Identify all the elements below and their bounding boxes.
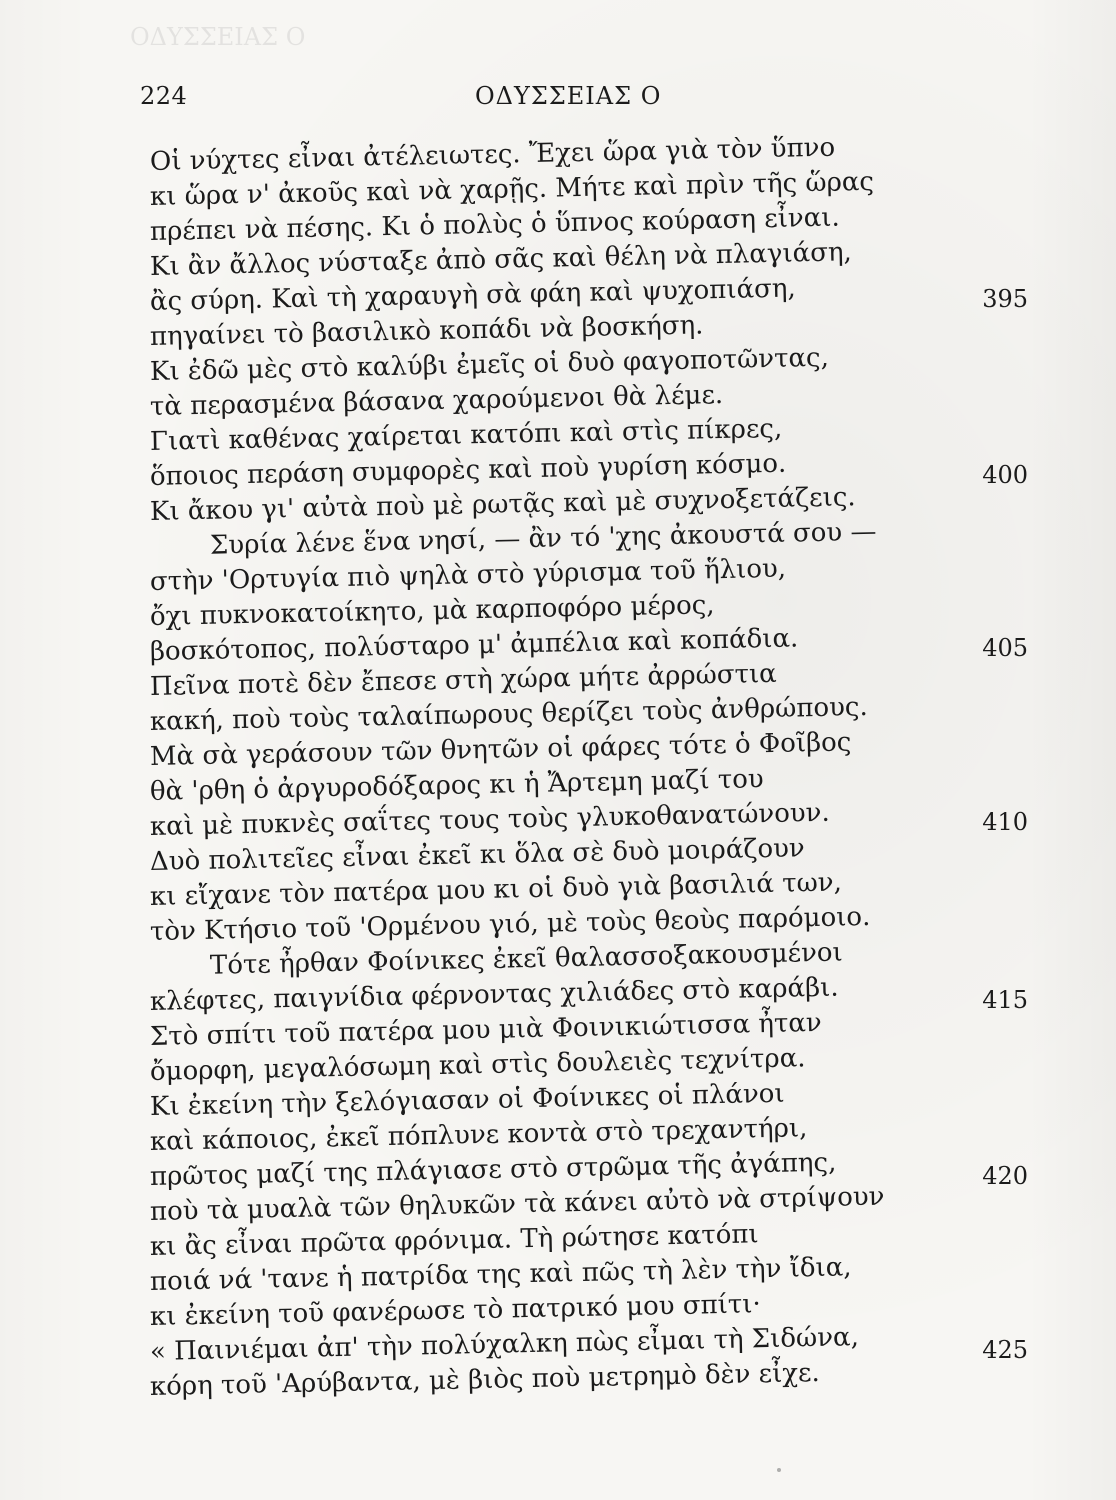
line-number-425: 425 <box>982 1336 1028 1364</box>
verse-line: Κι ἄκου γι' αὐτὰ ποὺ μὲ ρωτᾷς καὶ μὲ συχνοξετάζεις. <box>149 482 856 527</box>
verse-line: κακή, ποὺ τοὺς ταλαίπωρους θερίζει τοὺς ἀνθρώπους. <box>149 691 868 737</box>
verse-line: καὶ κάποιος, ἐκεῖ πόπλυνε κοντὰ στὸ τρεχαντήρι, <box>149 1113 808 1157</box>
verse-line: πηγαίνει τὸ βασιλικὸ κοπάδι νὰ βοσκήση. <box>149 310 704 352</box>
line-number-420: 420 <box>982 1162 1028 1190</box>
verse-line: Κι ἂν ἄλλος νύσταξε ἀπὸ σᾶς καὶ θέλη νὰ πλαγιάση, <box>149 237 853 282</box>
line-number-415: 415 <box>982 986 1028 1014</box>
verse-line: κόρη τοῦ 'Αρύβαντα, μὲ βιὸς ποὺ μετρημὸ δὲν εἶχε. <box>149 1357 821 1402</box>
verse-line: κι ὥρα ν' ἀκοῦς καὶ νὰ χαρῇς. Μήτε καὶ πρὶν τῆς ὥρας <box>149 166 875 212</box>
verse-line: κι ἂς εἶναι πρῶτα φρόνιμα. Τὴ ρώτησε κατόπι <box>149 1219 759 1262</box>
verse-line: ποὺ τὰ μυαλὰ τῶν θηλυκῶν τὰ κάνει αὐτὸ νὰ στρίψουν <box>149 1181 885 1227</box>
verse-line: πρέπει νὰ πέσης. Κι ὁ πολὺς ὁ ὕπνος κούραση εἶναι. <box>149 202 840 247</box>
verse-line: καὶ μὲ πυκνὲς σαΐτες τους τοὺς γλυκοθανατώνουν. <box>149 797 831 842</box>
verse-block <box>149 132 970 1405</box>
verse-line: κι εἴχανε τὸν πατέρα μου κι οἱ δυὸ γιὰ βασιλιά των, <box>149 867 843 912</box>
verse-line: Στὸ σπίτι τοῦ πατέρα μου μιὰ Φοινικιώτισσα ἦταν <box>149 1007 823 1052</box>
verse-line: Τότε ἦρθαν Φοίνικες ἐκεῖ θαλασσοξακουσμένοι <box>209 937 844 981</box>
verse-line: τὸν Κτήσιο τοῦ 'Ορμένου γιό, μὲ τοὺς θεοὺς παρόμοιο. <box>149 901 871 947</box>
verse-line: θὰ 'ρθη ὁ ἀργυροδόξαρος κι ἡ Ἄρτεμη μαζί του <box>149 764 764 807</box>
verse-line: Κι ἐδῶ μὲς στὸ καλύβι ἐμεῖς οἱ δυὸ φαγοποτῶντας, <box>149 342 830 387</box>
verse-line: ὅποιος περάση συμφορὲς καὶ ποὺ γυρίση κόσμο. <box>149 448 787 492</box>
verse-line: Κι ἐκείνη τὴν ξελόγιασαν οἱ Φοίνικες οἱ πλάνοι <box>149 1078 785 1122</box>
verse-line: Πεῖνα ποτὲ δὲν ἔπεσε στὴ χώρα μήτε ἀρρώστια <box>149 658 777 702</box>
verse-line: Δυὸ πολιτεῖες εἶναι ἐκεῖ κι ὅλα σὲ δυὸ μοιράζουν <box>149 833 805 877</box>
verse-line: στὴν 'Ορτυγία πιὸ ψηλὰ στὸ γύρισμα τοῦ ἥλιου, <box>149 553 787 597</box>
verse-line: ποιά νά 'τανε ἡ πατρίδα της καὶ πῶς τὴ λὲν τὴν ἴδια, <box>149 1252 852 1297</box>
line-number-405: 405 <box>982 634 1028 662</box>
verse-line: Γιατὶ καθένας χαίρεται κατόπι καὶ στὶς πίκρες, <box>149 413 783 457</box>
verse-line: ὄμορφη, μεγαλόσωμη καὶ στὶς δουλειὲς τεχνίτρα. <box>149 1043 806 1087</box>
print-speck <box>777 1468 781 1472</box>
page-number: 224 <box>140 82 188 110</box>
show-through-text: ΟΔΥΣΣΕΙΑΣ Ο <box>130 23 306 51</box>
verse-line: « Παινιέμαι ἀπ' τὴν πολύχαλκη πὼς εἶμαι τὴ Σιδώνα, <box>149 1322 860 1367</box>
line-number-400: 400 <box>982 461 1028 489</box>
verse-line: ὄχι πυκνοκατοίκητο, μὰ καρποφόρο μέρος, <box>149 590 715 632</box>
line-number-395: 395 <box>982 285 1028 313</box>
verse-line: πρῶτος μαζί της πλάγιασε στὸ στρῶμα τῆς ἀγάπης, <box>149 1147 837 1192</box>
verse-line: βοσκότοπος, πολύσταρο μ' ἀμπέλια καὶ κοπάδια. <box>149 623 799 667</box>
verse-line: κλέφτες, παιγνίδια φέρνοντας χιλιάδες στὸ καράβι. <box>149 972 839 1017</box>
verse-line: Συρία λένε ἕνα νησί, — ἂν τό 'χης ἀκουστά σου — <box>209 516 877 561</box>
verse-line: Οἱ νύχτες εἶναι ἀτέλειωτες. Ἔχει ὥρα γιὰ τὸν ὕπνο <box>149 132 836 177</box>
verse-line: ἂς σύρη. Καὶ τὴ χαραυγὴ σὰ φάη καὶ ψυχοπιάση, <box>149 273 796 317</box>
verse-line: Μὰ σὰ γεράσουν τῶν θνητῶν οἱ φάρες τότε ὁ Φοῖβος <box>149 727 852 772</box>
verse-line: κι ἐκείνη τοῦ φανέρωσε τὸ πατρικό μου σπίτι· <box>149 1289 761 1332</box>
page-title: ΟΔΥΣΣΕΙΑΣ Ο <box>475 82 662 110</box>
line-number-410: 410 <box>982 808 1028 836</box>
verse-line: τὰ περασμένα βάσανα χαρούμενοι θὰ λέμε. <box>149 379 724 422</box>
